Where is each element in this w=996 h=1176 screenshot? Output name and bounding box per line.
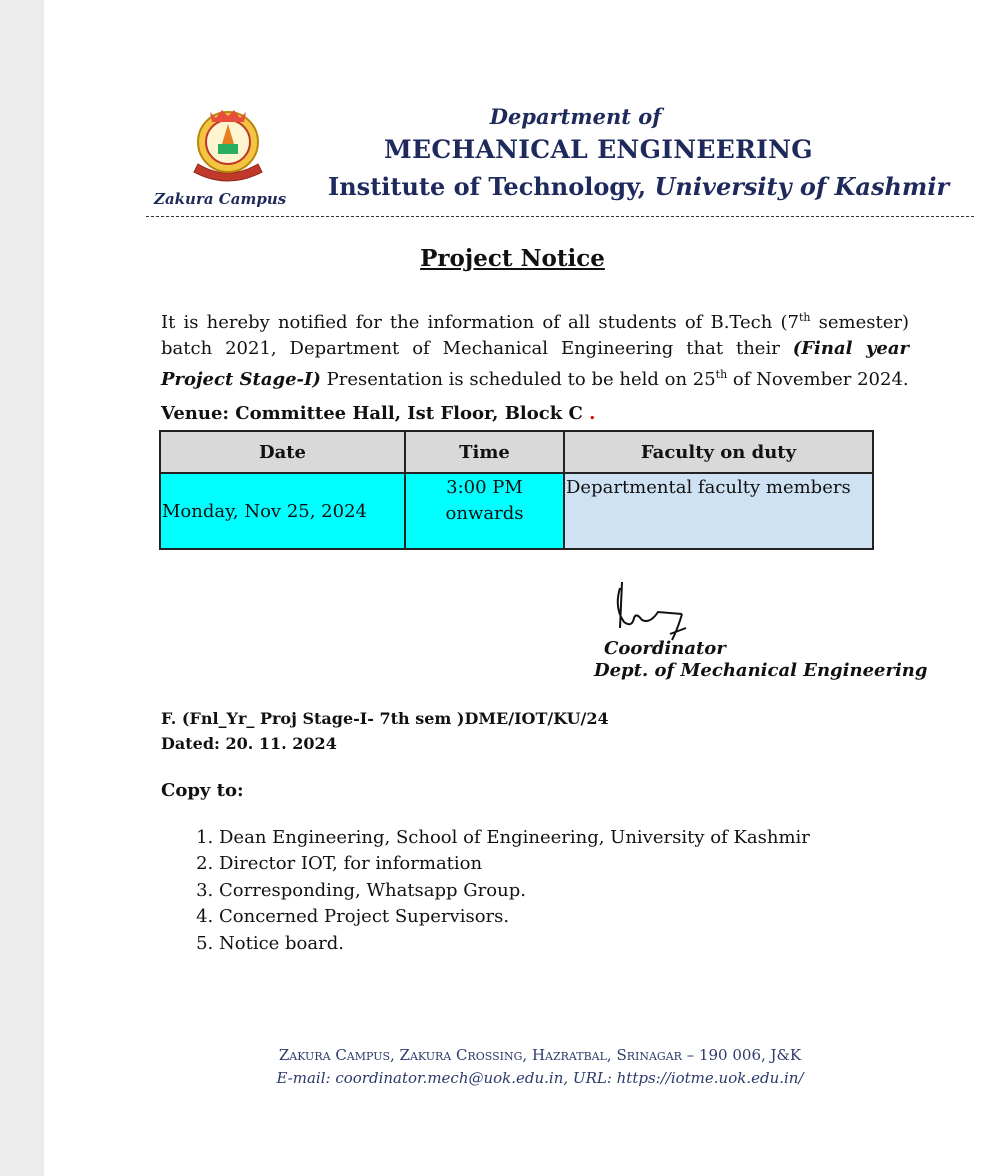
header-time: Time [405,431,564,473]
venue-text: Venue: Committee Hall, Ist Floor, Block C [161,403,583,424]
venue [161,403,595,424]
schedule-table [159,430,874,550]
campus-label: Zakura Campus [154,190,287,208]
superscript-1: th [798,311,811,324]
time-line-2: onwards [445,503,524,524]
list-item: 2. Director IOT, for information [219,851,810,877]
dated: Dated: 20. 11. 2024 [161,734,337,753]
notice-emphasis: (Final year Project Stage-I) [161,338,909,390]
notice-text-2: semester) batch 2021, Department of Mechanical Engineering that their [161,312,910,359]
institute-label: Institute of Technology, [328,172,647,201]
list-item: 4. Concerned Project Supervisors. [219,904,810,930]
department-of-label: Department of [489,104,662,129]
time-line-1: 3:00 PM [446,477,523,498]
cell-date: Monday, Nov 25, 2024 [160,473,405,549]
cell-time [405,473,564,549]
footer-contact: E-mail: coordinator.mech@uok.edu.in, URL: https://iotme.uok.edu.in/ [276,1069,804,1087]
footer-address: Zakura Campus, Zakura Crossing, Hazratbal, Srinagar – 190 006, J&K [278,1046,802,1064]
copy-to-label: Copy to: [161,780,244,801]
list-item: 3. Corresponding, Whatsapp Group. [219,878,810,904]
list-item: 5. Notice board. [219,931,810,957]
notice-text-1: It is hereby notified for the information of all students of B.Tech (7 [161,312,799,333]
copy-list [171,825,810,957]
notice-text-3: Presentation is scheduled to be held on 25 [320,369,716,390]
notice-text-4: of November 2024. [727,369,909,390]
table-header-row [160,431,873,473]
department-name: MECHANICAL ENGINEERING [384,135,813,164]
coordinator-dept: Dept. of Mechanical Engineering [594,660,928,681]
header-date: Date [160,431,405,473]
notice-title: Project Notice [420,245,605,272]
file-reference: F. (Fnl_Yr_ Proj Stage-I- 7th sem )DME/IOT/KU/24 [161,709,609,728]
university-name: University of Kashmir [654,172,950,201]
table-row [160,473,873,549]
coordinator-title: Coordinator [604,638,726,659]
header-divider [146,216,974,217]
venue-dot: . [589,403,596,424]
institute-name [328,172,949,201]
list-item: 1. Dean Engineering, School of Engineering, University of Kashmir [219,825,810,851]
reference-block [161,706,609,756]
notice-body [161,305,909,393]
header-faculty: Faculty on duty [564,431,873,473]
cell-faculty: Departmental faculty members [564,473,873,549]
superscript-2: th [715,368,728,381]
